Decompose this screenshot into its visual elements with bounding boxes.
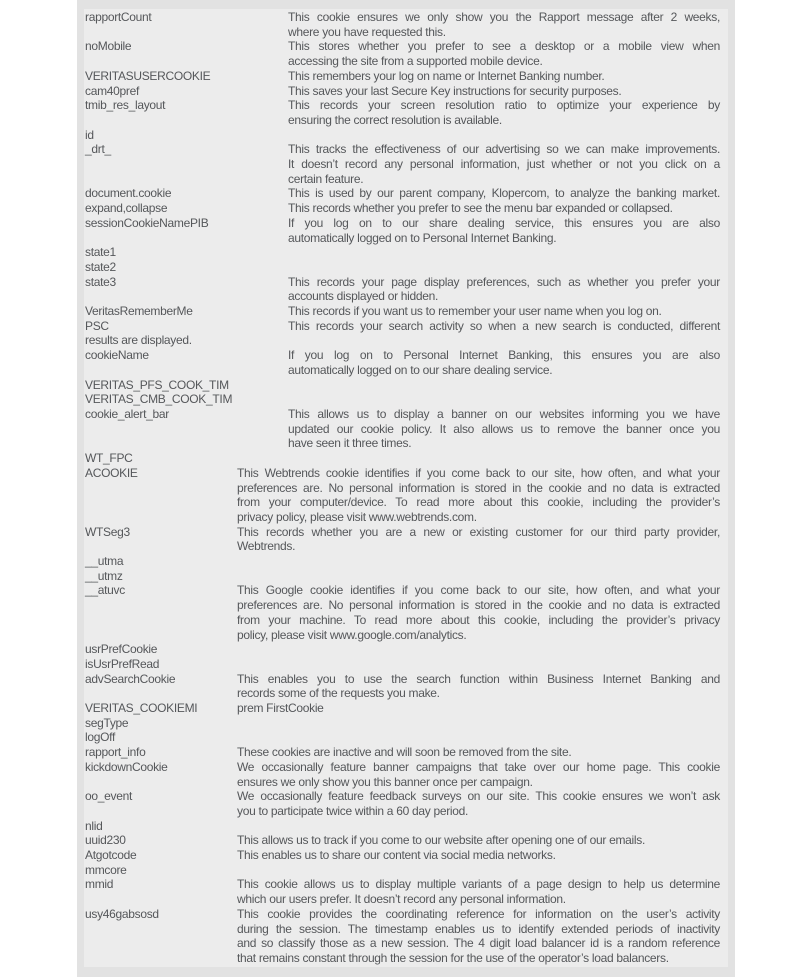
description-line: This cookie allows us to display multiple variants of a page design to help us determine [237, 877, 720, 892]
cookie-name: __utmz [85, 568, 123, 583]
description-line: We occasionally feature feedback surveys on our site. This cookie ensures we won’t ask [237, 789, 720, 804]
cookie-description [288, 407, 720, 451]
cookie-description [237, 789, 720, 818]
description-line: This is used by our parent company, Klopercom, to analyze the banking market. [288, 186, 720, 201]
cookie-name: noMobile [85, 39, 132, 54]
cookie-name: WT_FPC [85, 451, 133, 466]
cookie-row [85, 84, 720, 99]
description-line: This allows us to display a banner on our websites informing you we have [288, 406, 720, 421]
cookie-description [237, 833, 720, 848]
cookie-row [85, 672, 720, 701]
description-line: These cookies are inactive and will soon be removed from the site. [237, 745, 572, 760]
description-line: This records your screen resolution ratio to optimize your experience by [288, 98, 720, 113]
description-line: that remains constant through the session for the use of the operator’s load balancers. [237, 951, 669, 965]
cookie-name: VeritasRememberMe [85, 304, 193, 319]
cookie-name: document.cookie [85, 186, 172, 201]
cookie-description [237, 701, 720, 716]
description-line: accounts displayed or hidden. [288, 289, 439, 304]
description-line: We occasionally feature banner campaigns that take over our home page. This cookie [237, 759, 720, 774]
cookie-name: _drt_ [85, 142, 111, 157]
cookie-row [85, 701, 720, 716]
cookie-name: VERITAS_COOKIEMI [85, 701, 198, 716]
cookie-row [85, 260, 720, 275]
cookie-name: Atgotcode [85, 848, 137, 863]
cookie-description [288, 69, 720, 84]
cookie-row [85, 39, 720, 68]
cookie-name: kickdownCookie [85, 759, 168, 774]
description-line: you to participate twice within a 60 day period. [237, 803, 469, 818]
cookie-name: usrPrefCookie [85, 642, 158, 657]
cookie-description [237, 672, 720, 701]
description-line: This records whether you are a new or existing customer for our third party provider, [237, 524, 720, 539]
cookie-description [237, 877, 720, 906]
description-line: prem FirstCookie [237, 701, 324, 716]
cookie-row [85, 128, 720, 143]
cookie-name: ACOOKIE [85, 465, 138, 480]
cookie-name: oo_event [85, 789, 132, 804]
cookie-name: expand,collapse [85, 201, 168, 216]
cookie-name: cookieName [85, 348, 149, 363]
description-line: This records if you want us to remember your user name when you log on. [288, 304, 662, 319]
cookie-row [85, 730, 720, 745]
cookie-name: cam40pref [85, 83, 139, 98]
cookie-name: VERITASUSERCOOKIE [85, 68, 211, 83]
cookie-rows [85, 10, 720, 966]
cookie-description [288, 84, 720, 99]
description-line: updated our cookie policy. It also allows us to remove the banner once you [288, 421, 720, 436]
cookie-row [85, 819, 720, 834]
description-line: from your computer/device. To read more about this cookie, including the provider’s [237, 495, 720, 510]
description-line: ensures we only show you this banner once per campaign. [237, 774, 533, 789]
description-line: automatically logged on to our share dealing service. [288, 362, 553, 377]
description-line: during the session. The timestamp enables us to identify extended periods of inactivity [237, 921, 720, 936]
cookie-row [85, 216, 720, 245]
cookie-row [85, 525, 720, 554]
cookie-row [85, 407, 720, 451]
cookie-name: PSC [85, 318, 109, 333]
cookie-row [85, 10, 720, 39]
cookie-row [85, 69, 720, 84]
cookie-row [85, 304, 720, 319]
cookie-row [85, 142, 720, 186]
cookie-row [85, 642, 720, 657]
cookie-row [85, 877, 720, 906]
cookie-name: id [85, 127, 94, 142]
description-line: If you log on to Personal Internet Banking, this ensures you are also [288, 348, 720, 363]
description-line: This remembers your log on name or Internet Banking number. [288, 68, 605, 83]
cookie-name: tmib_res_layout [85, 98, 166, 113]
cookie-name: nlid [85, 818, 103, 833]
cookie-row [85, 789, 720, 818]
cookie-description [288, 186, 720, 201]
cookie-name: sessionCookieNamePIB [85, 215, 209, 230]
cookie-name: cookie_alert_bar [85, 406, 169, 421]
cookie-description [288, 275, 720, 304]
description-line: have seen it three times. [288, 436, 412, 451]
description-line: This tracks the effectiveness of our advertising so we can make improvements. [288, 142, 720, 157]
cookie-name: VERITAS_PFS_COOK_TIM [85, 377, 229, 392]
cookie-row [85, 186, 720, 201]
cookie-row [85, 348, 720, 377]
cookie-name: VERITAS_CMB_COOK_TIM [85, 392, 233, 407]
cookie-name: state3 [85, 274, 116, 289]
cookie-description [237, 525, 720, 554]
cookie-description [237, 907, 720, 966]
cookie-row [85, 745, 720, 760]
description-line: It doesn’t record any personal information, just whether or not you click on a [288, 157, 720, 172]
cookie-description [237, 760, 720, 789]
description-line: which our users prefer. It doesn’t record any personal information. [237, 892, 566, 907]
cookie-row [85, 378, 720, 393]
cookie-row [85, 907, 720, 966]
cookie-name: WTSeg3 [85, 524, 130, 539]
cookie-name: rapport_info [85, 745, 146, 760]
description-line: where you have requested this. [288, 24, 446, 39]
cookie-description [237, 848, 720, 863]
cookie-name: __utma [85, 554, 124, 569]
cookie-description [288, 201, 720, 216]
description-line: records some of the requests you make. [237, 686, 440, 701]
description-line: accessing the site from a supported mobile device. [288, 54, 543, 69]
description-line: This Webtrends cookie identifies if you come back to our site, how often, and what your [237, 465, 720, 480]
cookie-name: segType [85, 715, 129, 730]
description-line: privacy policy, please visit www.webtrends.com. [237, 509, 477, 524]
description-line: from your machine. To read more about this cookie, including the provider’s privacy [237, 612, 720, 627]
cookie-name: state1 [85, 245, 116, 260]
description-line: This saves your last Secure Key instructions for security purposes. [288, 83, 622, 98]
description-line: This enables us to share our content via social media networks. [237, 848, 556, 863]
cookie-name: results are displayed. [85, 333, 192, 348]
cookie-row [85, 466, 720, 525]
cookie-description [288, 39, 720, 68]
cookie-description [237, 583, 720, 642]
cookie-description [288, 319, 720, 334]
cookie-row [85, 275, 720, 304]
description-line: If you log on to our share dealing service, this ensures you are also [288, 215, 720, 230]
cookie-name: isUsrPrefRead [85, 656, 160, 671]
description-line: policy, please visit www.google.com/analytics. [237, 627, 467, 642]
cookie-policy-panel [77, 0, 735, 977]
cookie-name: usy46gabsosd [85, 906, 159, 921]
description-line: This cookie provides the coordinating reference for information on the user’s activity [237, 906, 720, 921]
cookie-row [85, 201, 720, 216]
cookie-row [85, 760, 720, 789]
cookie-row [85, 833, 720, 848]
cookie-row [85, 451, 720, 466]
cookie-row [85, 716, 720, 731]
cookie-name: logOff [85, 730, 115, 745]
cookie-row [85, 569, 720, 584]
cookie-name: advSearchCookie [85, 671, 176, 686]
description-line: and so classify those as a new session. The 4 digit load balancer id is a random reference [237, 936, 720, 951]
cookie-row [85, 554, 720, 569]
cookie-description [288, 304, 720, 319]
cookie-description [288, 10, 720, 39]
description-line: preferences are. No personal information is stored in the cookie and no data is extracted [237, 598, 720, 613]
cookie-row [85, 333, 720, 348]
description-line: This cookie ensures we only show you the Rapport message after 2 weeks, [288, 10, 720, 24]
cookie-policy-content [84, 9, 728, 967]
description-line: This stores whether you prefer to see a desktop or a mobile view when [288, 39, 720, 54]
description-line: This records your search activity so when a new search is conducted, different [288, 318, 720, 333]
cookie-name: __atuvc [85, 583, 125, 598]
cookie-description [288, 216, 720, 245]
description-line: preferences are. No personal information is stored in the cookie and no data is extracted [237, 480, 720, 495]
cookie-name: mmid [85, 877, 114, 892]
cookie-row [85, 392, 720, 407]
cookie-name: mmcore [85, 862, 127, 877]
description-line: certain feature. [288, 171, 364, 186]
cookie-row [85, 863, 720, 878]
cookie-description [237, 745, 720, 760]
cookie-row [85, 848, 720, 863]
cookie-name: uuid230 [85, 833, 126, 848]
cookie-description [288, 142, 720, 186]
description-line: Webtrends. [237, 539, 296, 554]
cookie-row [85, 319, 720, 334]
description-line: automatically logged on to Personal Internet Banking. [288, 230, 557, 245]
description-line: This Google cookie identifies if you come back to our site, how often, and what your [237, 583, 720, 598]
cookie-name: rapportCount [85, 10, 152, 24]
cookie-name: state2 [85, 259, 116, 274]
description-line: This enables you to use the search function within Business Internet Banking and [237, 671, 720, 686]
cookie-row [85, 583, 720, 642]
description-line: This records whether you prefer to see the menu bar expanded or collapsed. [288, 201, 673, 216]
cookie-description [288, 348, 720, 377]
cookie-description [288, 98, 720, 127]
cookie-description [237, 466, 720, 525]
cookie-row [85, 245, 720, 260]
description-line: This allows us to track if you come to our website after opening one of our emails. [237, 833, 645, 848]
description-line: ensuring the correct resolution is available. [288, 112, 502, 127]
cookie-row [85, 98, 720, 127]
cookie-row [85, 657, 720, 672]
description-line: This records your page display preferences, such as whether you prefer your [288, 274, 720, 289]
